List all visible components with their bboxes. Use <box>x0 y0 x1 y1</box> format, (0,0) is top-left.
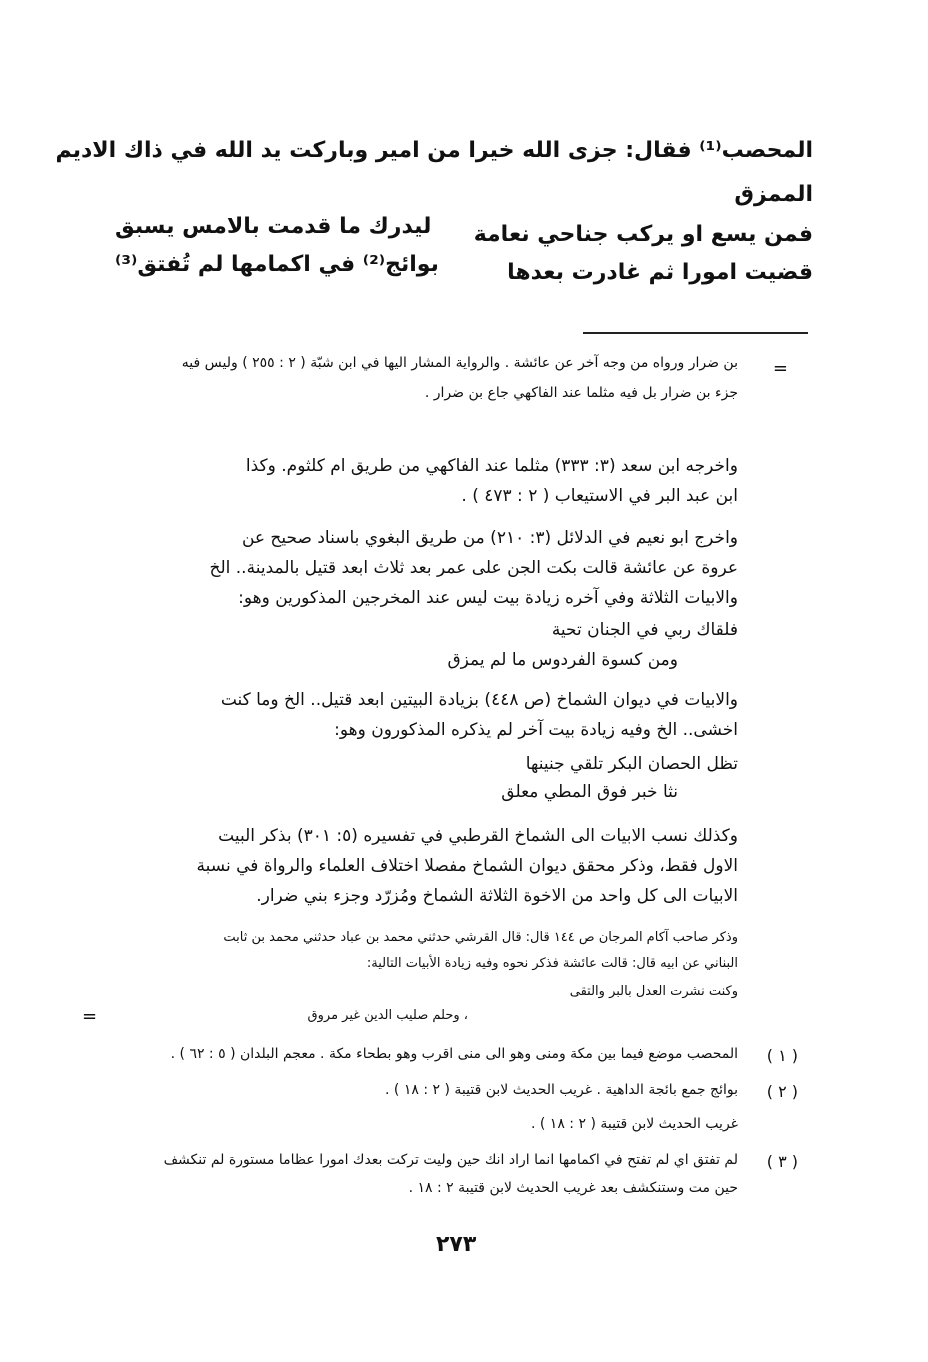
commentary-p5-verse-2: ، وحلم صليب الدين غير مروق <box>307 1008 468 1023</box>
footnote-2-extra: غريب الحديث لابن قتيبة ( ٢ : ١٨ ) . <box>530 1116 738 1132</box>
commentary-p2-line-2: عروة عن عائشة قالت بكت الجن على عمر بعد ثلاث ابعد قتيل بالمدينة.. الخ <box>209 558 738 578</box>
verse-2-hemistich-2: بوائج⁽²⁾ في اكمامها لم تُفتق⁽³⁾ <box>115 252 439 277</box>
continued-note-line-2: جزء بن ضرار بل فيه مثلما عند الفاكهي جاع بن ضرار . <box>424 385 738 401</box>
footnote-3-number: ( ٣ ) <box>766 1152 798 1171</box>
verse-2-hemistich-1: قضيت امورا ثم غادرت بعدها <box>507 260 813 285</box>
commentary-p2-verse-2: ومن كسوة الفردوس ما لم يمزق <box>447 650 678 670</box>
footnote-separator-rule <box>583 332 808 334</box>
footnote-2-text: بوائج جمع بائجة الداهية . غريب الحديث لابن قتيبة ( ٢ : ١٨ ) . <box>385 1082 738 1098</box>
footnote-2-number: ( ٢ ) <box>766 1082 798 1101</box>
commentary-p5-line-1: وذكر صاحب آكام المرجان ص ١٤٤ قال: قال القرشي حدثني محمد بن عباد حدثني محمد بن ثابت <box>223 930 738 945</box>
footnote-1-number: ( ١ ) <box>766 1046 798 1065</box>
commentary-p2-verse-1: فلقاك ربي في الجنان تحية <box>551 620 738 640</box>
commentary-p3-verse-2: نثا خبر فوق المطي معلق <box>501 782 678 802</box>
commentary-p4-line-2: الاول فقط، وذكر محقق ديوان الشماخ مفصلا اختلاف العلماء والرواة في نسبة <box>196 856 738 876</box>
commentary-p3-line-1: والابيات في ديوان الشماخ (ص ٤٤٨) بزيادة البيتين ابعد قتيل.. الخ وما كنت <box>220 690 738 710</box>
footnote-1-text: المحصب موضع فيما بين مكة ومنى وهو الى منى اقرب وهو بطحاء مكة . معجم البلدان ( ٥ : ٦٢ ) . <box>170 1046 738 1062</box>
commentary-p5-verse-1: وكنت نشرت العدل بالبر والتقى <box>569 984 738 999</box>
commentary-p2-line-1: واخرج ابو نعيم في الدلائل (٣: ٢١٠) من طريق البغوي باسناد صحيح عن <box>241 528 738 548</box>
commentary-p4-line-3: الابيات الى كل واحد من الاخوة الثلاثة الشماخ ومُزرّد وجزء بني ضرار. <box>256 886 738 906</box>
commentary-p5-line-2: البناني عن ابيه قال: قالت عائشة فذكر نحوه وفيه زيادة الأبيات التالية: <box>366 956 738 971</box>
main-line-1: المحصب⁽¹⁾ فقال: جزى الله خيرا من امير وباركت يد الله في ذاك الاديم <box>55 138 813 163</box>
commentary-p2-line-3: والابيات الثلاثة وفي آخره زيادة بيت ليس عند المخرجين المذكورين وهو: <box>238 588 738 608</box>
continued-note-line-1: بن ضرار ورواه من وجه آخر عن عائشة . والرواية المشار اليها في ابن شبّة ( ٢ : ٢٥٥ ) وليس فيه <box>181 355 738 371</box>
continued-note-marker: = <box>772 358 788 379</box>
footnote-3-text-2: حين مت وستنكشف بعد غريب الحديث لابن قتيبة ٢ : ١٨ . <box>408 1180 738 1196</box>
verse-1-hemistich-1: فمن يسع او يركب جناحي نعامة <box>473 222 813 247</box>
commentary-p1-line-2: ابن عبد البر في الاستيعاب ( ٢ : ٤٧٣ ) . <box>461 486 738 506</box>
commentary-p3-verse-1: تظل الحصان البكر تلقي جنينها <box>525 754 738 774</box>
commentary-p4-line-1: وكذلك نسب الابيات الى الشماخ القرطبي في تفسيره (٥: ٣٠١) بذكر البيت <box>218 826 738 846</box>
page-number: ٢٧٣ <box>436 1232 477 1257</box>
verse-1-hemistich-2: ليدرك ما قدمت بالامس يسبق <box>115 214 432 239</box>
main-line-2: الممزق <box>734 182 813 207</box>
continuation-marker: = <box>82 1006 98 1027</box>
commentary-p3-line-2: اخشى.. الخ وفيه زيادة بيت آخر لم يذكره المذكورون وهو: <box>334 720 738 740</box>
commentary-p1-line-1: واخرجه ابن سعد (٣: ٣٣٣) مثلما عند الفاكهي من طريق ام كلثوم. وكذا <box>245 456 738 476</box>
footnote-3-text: لم تفتق اي لم تفتح في اكمامها انما اراد انك حين وليت تركت بعدك امورا عظاما مستورة لم تنكشف <box>163 1152 738 1168</box>
